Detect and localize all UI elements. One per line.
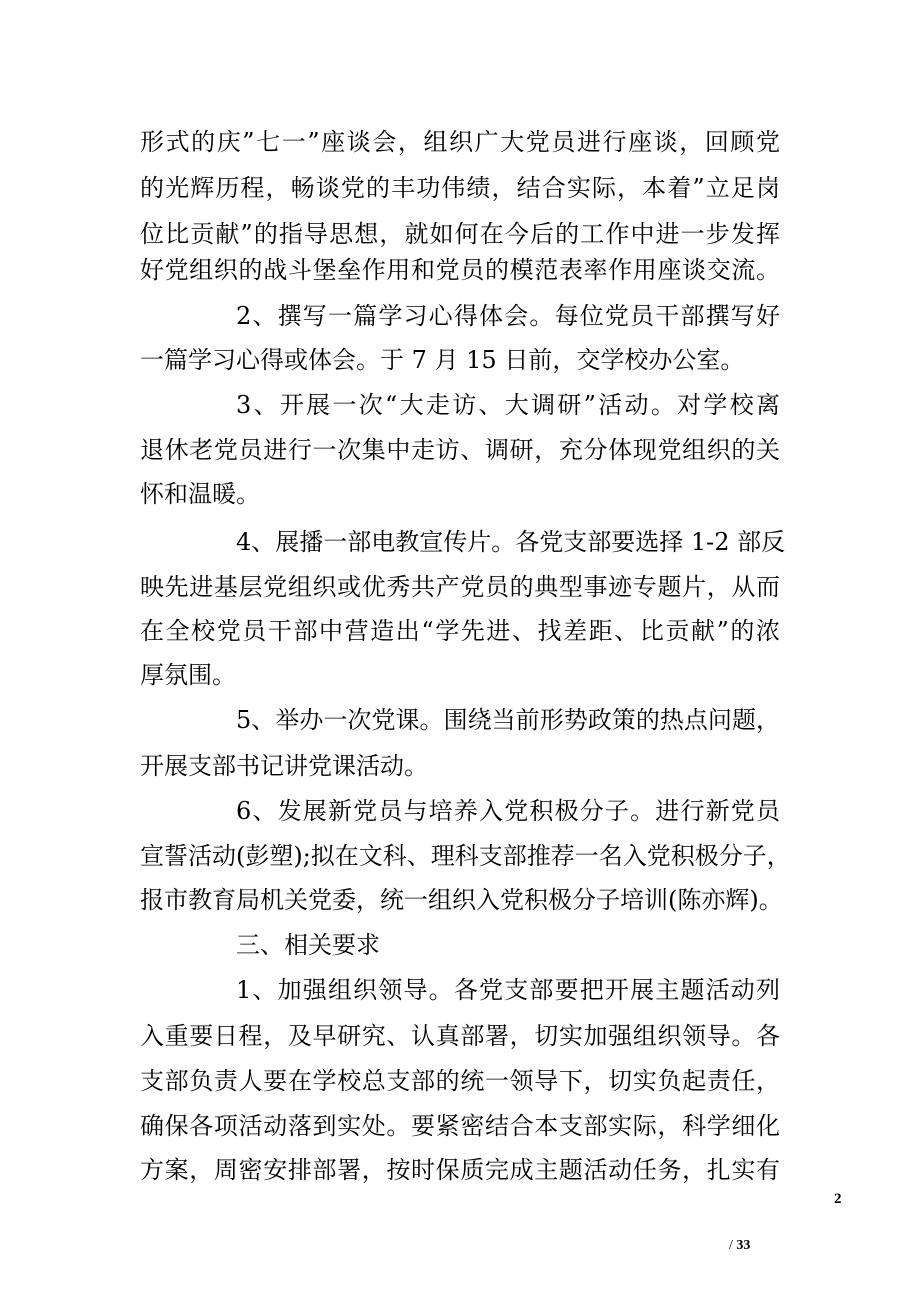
- body-text-line: 怀和温暖。: [140, 480, 260, 508]
- section-heading: 三、相关要求: [236, 931, 380, 959]
- body-text-line: 的光辉历程，畅谈党的丰功伟绩，结合实际，本着”立足岗: [140, 174, 780, 202]
- body-text-line: 退休老党员进行一次集中走访、调研，充分体现党组织的关: [140, 436, 780, 464]
- body-text-line: 映先进基层党组织或优秀共产党员的典型事迹专题片，从而: [140, 573, 780, 601]
- body-text-line: 6、发展新党员与培养入党积极分子。进行新党员: [236, 797, 780, 825]
- page-total: [729, 1237, 750, 1255]
- body-text-line: 1、加强组织领导。各党支部要把开展主题活动列: [236, 976, 780, 1004]
- body-text-line: 宣誓活动(彭塑);拟在文科、理科支部推荐一名入党积极分子，: [140, 842, 791, 870]
- body-text-line: 位比贡献”的指导思想，就如何在今后的工作中进一步发挥: [140, 220, 780, 248]
- body-text-line: 在全校党员干部中营造出“学先进、找差距、比贡献”的浓: [140, 617, 780, 645]
- body-text-line: 4、展播一部电教宣传片。各党支部要选择 1-2 部反: [236, 528, 786, 556]
- page-total-prefix: /: [729, 1238, 737, 1253]
- page-total-count: 33: [736, 1238, 751, 1253]
- body-text-line: 2、撰写一篇学习心得体会。每位党员干部撰写好: [236, 302, 780, 330]
- body-text-line: 入重要日程，及早研究、认真部署，切实加强组织领导。各: [140, 1022, 780, 1050]
- page-number: 2: [834, 1191, 842, 1207]
- body-text-line: 厚氛围。: [140, 661, 236, 689]
- body-text-line: 一篇学习心得或体会。于 7 月 15 日前，交学校办公室。: [140, 346, 745, 374]
- body-text-line: 开展支部书记讲党课活动。: [140, 752, 428, 780]
- body-text-line: 报市教育局机关党委，统一组织入党积极分子培训(陈亦辉)。: [140, 886, 783, 914]
- body-text-line: 方案，周密安排部署，按时保质完成主题活动任务，扎实有: [140, 1156, 780, 1184]
- body-text-line: 好党组织的战斗堡垒作用和党员的模范表率作用座谈交流。: [140, 256, 780, 284]
- body-text-line: 3、开展一次“大走访、大调研”活动。对学校离: [236, 391, 780, 419]
- body-text-line: 形式的庆”七一”座谈会，组织广大党员进行座谈，回顾党: [140, 128, 780, 156]
- body-text-line: 5、举办一次党课。围绕当前形势政策的热点问题，: [236, 706, 780, 734]
- body-text-line: 确保各项活动落到实处。要紧密结合本支部实际，科学细化: [140, 1112, 780, 1140]
- body-text-line: 支部负责人要在学校总支部的统一领导下，切实负起责任，: [140, 1067, 780, 1095]
